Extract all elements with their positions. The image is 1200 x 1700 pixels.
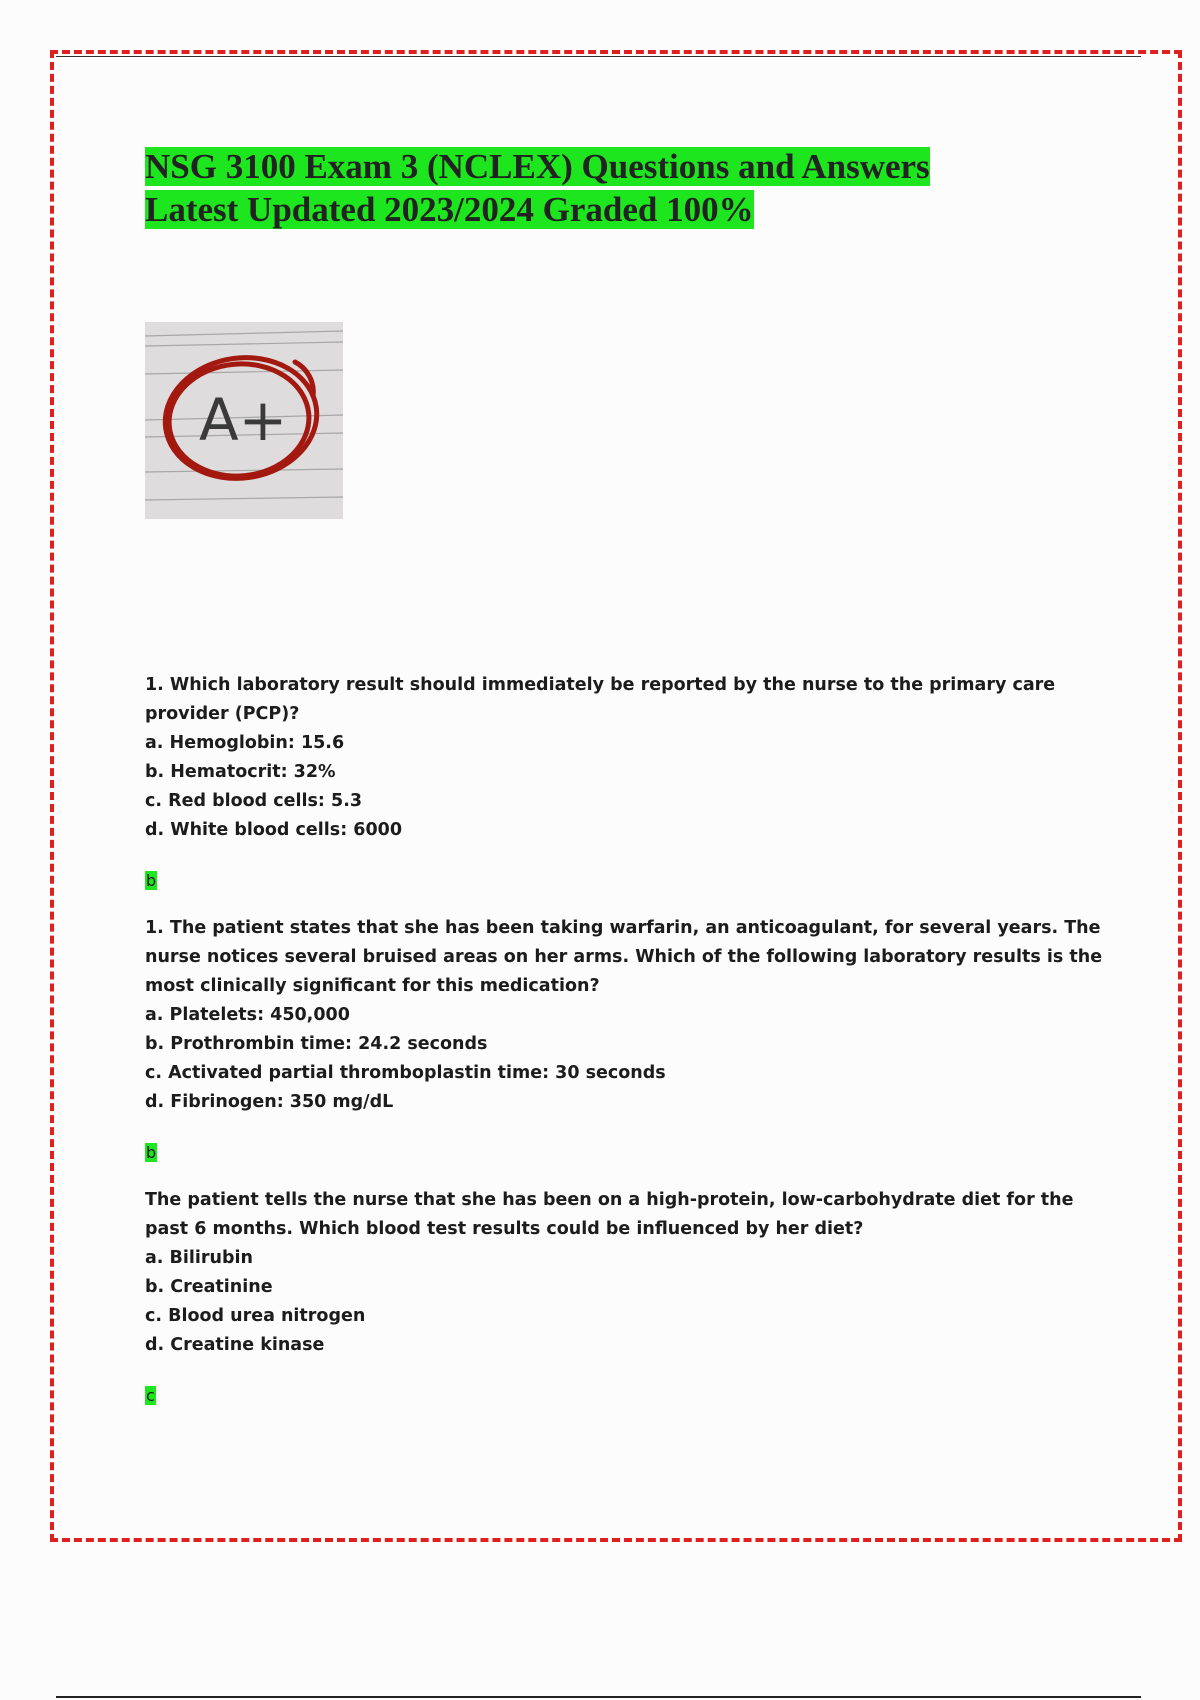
question-block	[145, 671, 1105, 896]
question-stem: 1. The patient states that she has been taking warfarin, an anticoagulant, for several years. The nurse notices several bruised areas on her arms. Which of the following laboratory results is the most clinically significant for this medication?	[145, 918, 1103, 996]
answer-option: b. Prothrombin time: 24.2 seconds	[145, 1034, 488, 1054]
answer-option: a. Hemoglobin: 15.6	[145, 733, 345, 753]
bottom-rule	[56, 1696, 1141, 1698]
question-block	[145, 1186, 1105, 1411]
grade-mark-text: A+	[199, 386, 288, 454]
correct-answer	[145, 866, 1105, 896]
question-stem: 1. Which laboratory result should immediately be reported by the nurse to the primary care provider (PCP)?	[145, 675, 1056, 724]
answer-option: c. Activated partial thromboplastin time: 30 seconds	[145, 1063, 666, 1083]
answer-option: d. Fibrinogen: 350 mg/dL	[145, 1092, 394, 1112]
title-line-2: Latest Updated 2023/2024 Graded 100%	[145, 190, 754, 229]
grade-a-plus-image	[145, 322, 343, 519]
correct-answer	[145, 1381, 1105, 1411]
title-line-1: NSG 3100 Exam 3 (NCLEX) Questions and Answers	[145, 147, 930, 186]
answer-option: d. White blood cells: 6000	[145, 820, 402, 840]
answer-option: b. Hematocrit: 32%	[145, 762, 336, 782]
answer-option: d. Creatine kinase	[145, 1335, 325, 1355]
answer-option: c. Red blood cells: 5.3	[145, 791, 363, 811]
document-title	[145, 145, 1045, 231]
question-list	[145, 671, 1105, 1429]
correct-answer	[145, 1138, 1105, 1168]
question-block	[145, 914, 1105, 1168]
answer-option: b. Creatinine	[145, 1277, 273, 1297]
answer-option: a. Bilirubin	[145, 1248, 253, 1268]
correct-answer-letter: b	[146, 871, 157, 890]
correct-answer-letter: c	[146, 1386, 155, 1405]
answer-option: c. Blood urea nitrogen	[145, 1306, 366, 1326]
question-stem: The patient tells the nurse that she has been on a high-protein, low-carbohydrate diet for the past 6 months. Which blood test results could be influenced by her diet?	[145, 1190, 1074, 1239]
correct-answer-letter: b	[146, 1143, 157, 1162]
answer-option: a. Platelets: 450,000	[145, 1005, 350, 1025]
